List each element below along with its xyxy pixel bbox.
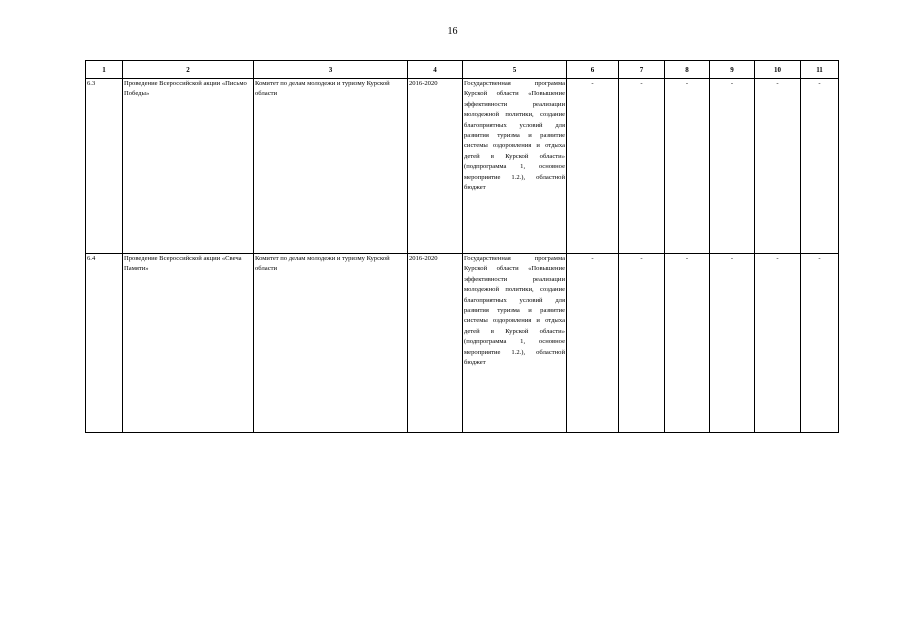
event-name: Проведение Всероссийской акции «Письмо Победы»	[123, 79, 254, 254]
row-number: 6.3	[86, 79, 123, 254]
cell-col-6: -	[567, 79, 619, 254]
header-col-3: 3	[254, 61, 408, 79]
header-col-7: 7	[619, 61, 665, 79]
header-col-8: 8	[665, 61, 710, 79]
header-col-5: 5	[463, 61, 567, 79]
cell-col-7: -	[619, 79, 665, 254]
cell-col-10: -	[755, 79, 801, 254]
cell-col-11: -	[801, 254, 839, 433]
executor: Комитет по делам молодежи и туризму Курской области	[254, 79, 408, 254]
executor: Комитет по делам молодежи и туризму Курской области	[254, 254, 408, 433]
cell-col-8: -	[665, 79, 710, 254]
events-table	[85, 60, 839, 433]
header-col-1: 1	[86, 61, 123, 79]
row-number: 6.4	[86, 254, 123, 433]
cell-col-6: -	[567, 254, 619, 433]
event-name: Проведение Всероссийской акции «Свеча Памяти»	[123, 254, 254, 433]
cell-col-10: -	[755, 254, 801, 433]
cell-col-9: -	[710, 254, 755, 433]
program-source: Государственная программа Курской области «Повышение эффективности реализации молодежной политики, создание благоприятных условий для развития туризма и развитие системы оздоровления и отдыха детей в Курской области» (подпрограмма 1, основное мероприятие 1.2.), областной бюджет	[463, 254, 567, 433]
header-col-9: 9	[710, 61, 755, 79]
header-col-4: 4	[408, 61, 463, 79]
header-col-6: 6	[567, 61, 619, 79]
cell-col-8: -	[665, 254, 710, 433]
cell-col-11: -	[801, 79, 839, 254]
header-col-11: 11	[801, 61, 839, 79]
header-col-2: 2	[123, 61, 254, 79]
period: 2016-2020	[408, 254, 463, 433]
cell-col-9: -	[710, 79, 755, 254]
header-row	[86, 61, 839, 79]
cell-col-7: -	[619, 254, 665, 433]
header-col-10: 10	[755, 61, 801, 79]
period: 2016-2020	[408, 79, 463, 254]
program-source: Государственная программа Курской области «Повышение эффективности реализации молодежной политики, создание благоприятных условий для развития туризма и развитие системы оздоровления и отдыха детей в Курской области» (подпрограмма 1, основное мероприятие 1.2.), областной бюджет	[463, 79, 567, 254]
table-row	[86, 79, 839, 254]
page-number: 16	[447, 26, 458, 37]
table-row	[86, 254, 839, 433]
